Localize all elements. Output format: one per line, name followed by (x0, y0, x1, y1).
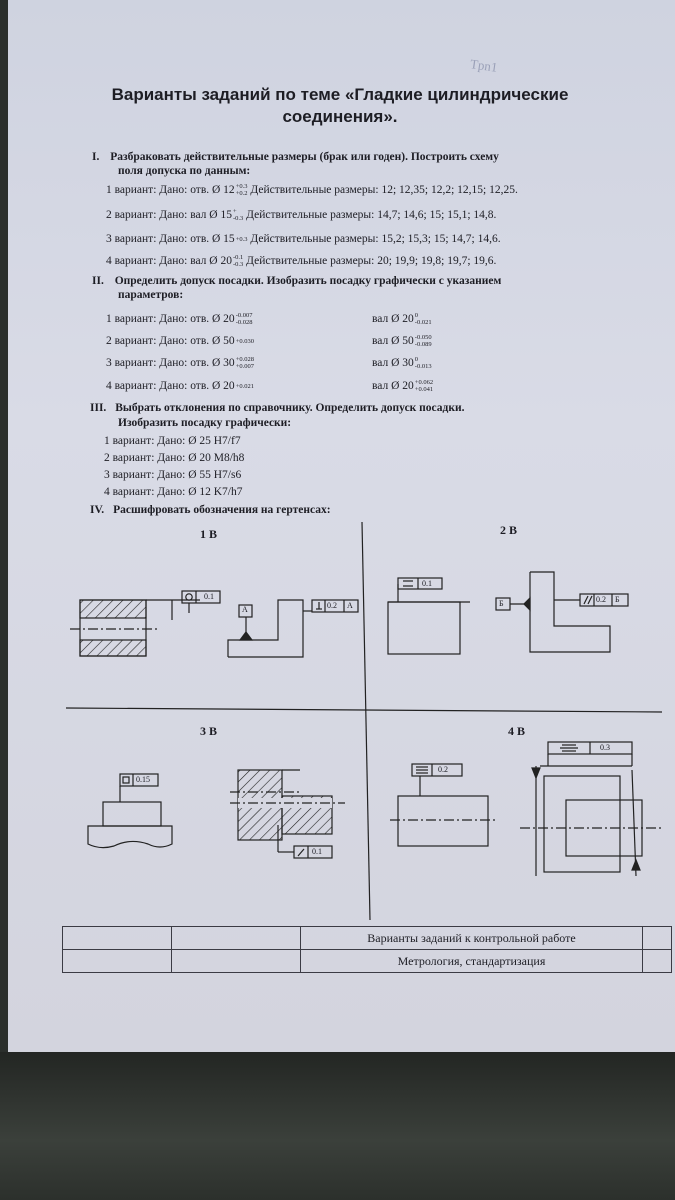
q3-frame-1-value: 0.15 (136, 775, 150, 784)
quadrant-4-label: 4 В (508, 724, 526, 738)
q4-frame-1-value: 0.2 (438, 765, 448, 774)
s1-v1-rest: Действительные размеры: 12; 12,35; 12,2; 12,15; 12,25. (247, 184, 518, 196)
q1-frame-2-value: 0.2 (327, 601, 337, 610)
vertical-divider (362, 522, 370, 920)
title-block-cell (63, 950, 172, 973)
title-line-2: соединения». (282, 107, 398, 126)
s2-shaft-1-lead: вал Ø 20 (372, 313, 414, 325)
s1-v3-rest: Действительные размеры: 15,2; 15,3; 15; 14,7; 14,6. (247, 233, 501, 245)
s2-shaft-1-up: 0 (414, 312, 419, 320)
q2-frame-2-base: Б (615, 595, 620, 604)
section-2-number: II. (92, 275, 104, 287)
q1-bushing-drawing (70, 600, 200, 656)
quadrant-1-label: 1 В (200, 527, 218, 541)
title-line-1: Варианты заданий по теме «Гладкие цилиндрические (111, 85, 569, 104)
q1-frame-2-base: А (347, 601, 353, 610)
s1-v1-low: +0.2 (235, 190, 248, 198)
s1-v2-rest: Действительные размеры: 14,7; 14,6; 15; 15,1; 14,8. (243, 209, 497, 221)
background-floor (0, 1052, 675, 1200)
title-block-cell (643, 950, 672, 973)
title-block-row-1 (63, 927, 672, 950)
s2-v2-up: +0.030 (235, 337, 254, 345)
section-3-number: III. (90, 402, 107, 414)
s1-v2-low: -0.3 (232, 215, 244, 223)
q4-symmetry-drawing (520, 742, 662, 876)
title-block-cell (172, 950, 301, 973)
q1-frame-1 (182, 591, 220, 613)
s1-v4-lead: 4 вариант: Дано: вал Ø 20 (106, 255, 232, 267)
section-4-line1: Расшифровать обозначения на гертенсах: (113, 504, 331, 516)
s2-v1-lead: 1 вариант: Дано: отв. Ø 20 (106, 313, 235, 325)
q2-frame-2-value: 0.2 (596, 595, 606, 604)
section-1-line2: поля допуска по данным: (118, 165, 251, 177)
q2-l-shape-drawing (496, 572, 628, 652)
q2-frame-1-value: 0.1 (422, 579, 432, 588)
q4-frame-2-value: 0.3 (600, 743, 610, 752)
q4-rect-drawing (390, 764, 498, 846)
s1-v4-low: -0.3 (232, 261, 244, 269)
s2-v4-up: +0.021 (235, 382, 254, 390)
s3-variant-2: 2 вариант: Дано: Ø 20 M8/h8 (104, 452, 245, 464)
s2-shaft-3-low: -0.013 (414, 363, 432, 371)
q1-base-a: А (242, 605, 248, 614)
q1-frame-1-value: 0.1 (204, 592, 214, 601)
s2-shaft-2-low: -0.089 (414, 341, 432, 349)
title-block-subject: Метрология, стандартизация (301, 950, 643, 973)
section-3-line1: Выбрать отклонения по справочнику. Определить допуск посадки. (115, 402, 465, 414)
title-block-cell (63, 927, 172, 950)
s2-shaft-3-lead: вал Ø 30 (372, 357, 414, 369)
quadrant-3-label: 3 В (200, 724, 218, 738)
s2-shaft-2-lead: вал Ø 50 (372, 335, 414, 347)
s1-v4-up: -0.1 (232, 254, 244, 262)
s1-v3-lead: 3 вариант: Дано: отв. Ø 15 (106, 233, 235, 245)
q2-base-b: Б (499, 599, 504, 608)
s2-shaft-3-up: 0 (414, 356, 419, 364)
section-2-line1: Определить допуск посадки. Изобразить посадку графически с указанием (114, 275, 502, 287)
s2-shaft-4-low: +0.041 (414, 386, 434, 394)
horizontal-divider (66, 708, 662, 712)
s2-v3-up: +0.028 (235, 356, 254, 364)
s1-v1-up: +0.3 (235, 183, 248, 191)
section-1-line1: Разбраковать действительные размеры (брак или годен). Построить схему (110, 151, 499, 163)
q3-step-drawing (88, 774, 172, 848)
quadrant-2-label: 2 В (500, 523, 518, 537)
s1-v2-lead: 2 вариант: Дано: вал Ø 15 (106, 209, 232, 221)
section-3-line2: Изобразить посадку графически: (118, 417, 292, 429)
s3-variant-1: 1 вариант: Дано: Ø 25 H7/f7 (104, 435, 241, 447)
q3-shaft-drawing (230, 770, 345, 858)
title-block-work-title: Варианты заданий к контрольной работе (301, 927, 643, 950)
s3-variant-4: 4 вариант: Дано: Ø 12 K7/h7 (104, 486, 243, 498)
q3-frame-2-value: 0.1 (312, 847, 322, 856)
s2-v1-low: -0.028 (235, 319, 253, 327)
title-block-cell (643, 927, 672, 950)
s2-shaft-1-low: -0.021 (414, 319, 432, 327)
section-2-line2: параметров: (118, 289, 184, 301)
title-block-cell (172, 927, 301, 950)
section-1-number: I. (92, 151, 100, 163)
s2-v3-low: +0.007 (235, 363, 254, 371)
s2-v3-lead: 3 вариант: Дано: отв. Ø 30 (106, 357, 235, 369)
s2-shaft-2-up: -0.050 (414, 334, 432, 342)
s1-v1-lead: 1 вариант: Дано: отв. Ø 12 (106, 184, 235, 196)
s2-v1-up: -0.007 (235, 312, 253, 320)
s1-v4-rest: Действительные размеры: 20; 19,9; 19,8; 19,7; 19,6. (243, 255, 497, 267)
s1-v3-low: +0.3 (235, 235, 248, 243)
pencil-note: Tpn1 (469, 56, 499, 75)
s1-v2-up: + (232, 208, 237, 216)
s2-shaft-4-up: +0.062 (414, 379, 434, 387)
q2-rect-drawing (388, 578, 470, 654)
title-block-row-2 (63, 950, 672, 973)
s3-variant-3: 3 вариант: Дано: Ø 55 H7/s6 (104, 469, 242, 481)
s2-v4-lead: 4 вариант: Дано: отв. Ø 20 (106, 380, 235, 392)
s2-v2-lead: 2 вариант: Дано: отв. Ø 50 (106, 335, 235, 347)
title-block (62, 926, 672, 973)
s2-shaft-4-lead: вал Ø 20 (372, 380, 414, 392)
section-4-number: IV. (90, 504, 105, 516)
